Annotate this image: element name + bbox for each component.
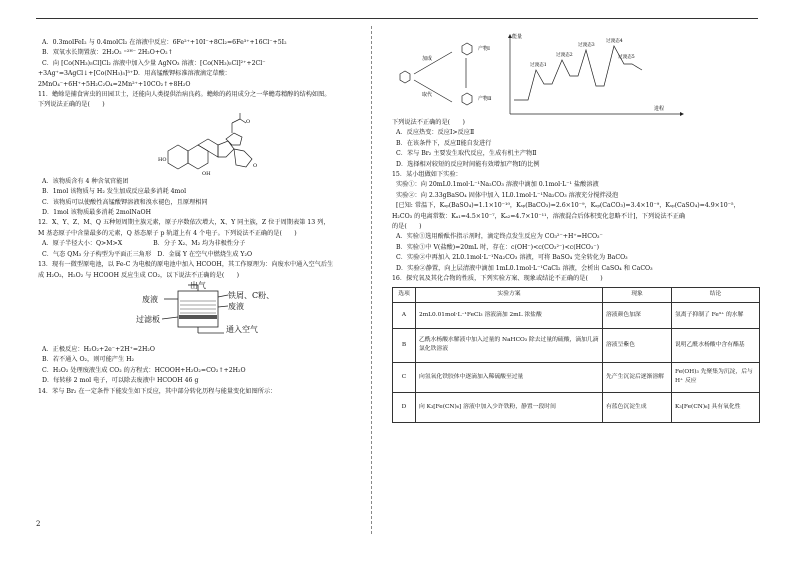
q15-exp-2: 实验②：向 2.33gBaSO₄ 固体中加入 1L0.1mol·L⁻¹Na₂CO₃ 溶液充分搅拌浸泡 xyxy=(396,191,619,199)
label-filter: 过滤板 xyxy=(136,314,160,324)
row-conclusion: 说明乙酰水杨酸中含有酯基 xyxy=(672,328,760,362)
q13-stem: 13．现有一微型原电池，以 Fe-C 为电极的原电池中加入 HCOOH，其工作原理为：向废水中通入空气后生 xyxy=(38,261,334,269)
q12-options-ab: A．原子半径大小：Q>M>X B．分子 X₂、M₂ 均为非极性分子 xyxy=(42,240,246,248)
q13-option-d: D．每转移 2 mol 电子，可以除去废液中 HCOOH 46 g xyxy=(42,377,199,385)
q16-stem: 16．探究氧及其化合物的性质，下列实验方案、现象或结论不正确的是( ) xyxy=(392,275,603,283)
right-column xyxy=(392,30,762,423)
label-progress: 进程 xyxy=(654,106,665,112)
q16-table-header xyxy=(393,287,760,302)
header-option: 选项 xyxy=(393,287,416,302)
page-number: 2 xyxy=(36,520,41,528)
row-phenomenon: 先产生沉淀后逐渐溶解 xyxy=(603,362,672,392)
q13-option-a: A．正极反应：H₂O₂+2e⁻+2H⁺=2H₂O xyxy=(42,345,155,353)
q13-option-b: B．若不通入 O₂，则可能产生 H₂ xyxy=(42,356,134,364)
svg-text:HO: HO xyxy=(158,156,167,163)
header-phenomenon: 现象 xyxy=(603,287,672,302)
header-conclusion: 结论 xyxy=(672,287,760,302)
left-column xyxy=(38,38,360,397)
label-product-2: 产物Ⅱ xyxy=(478,96,492,102)
label-gas-out: 出气 xyxy=(190,280,206,290)
q13-option-c: C．H₂O₂ 处理废液生成 CO₂ 的方程式：HCOOH+H₂O₂=CO₂↑+2H₂O xyxy=(42,366,246,374)
q11-option-a: A．该物质含有 4 种含氧官能团 xyxy=(42,177,129,185)
q15-option-a: A．实验①选用酚酞作指示剂时，滴定终点发生反应为 CO₃²⁻+H⁺=HCO₃⁻ xyxy=(396,233,603,241)
q10-option-b: B．双氧水长期置放：2H₂O₂ ⁼²ᴴ⁻ 2H₂O+O₂↑ xyxy=(42,49,173,57)
q12-stem: 12．X、Y、Z、M、Q 五种短周期主族元素，原子序数依次增大，X、Y 同主族，Z 位于周期表第 13 列， xyxy=(38,219,330,227)
q14-option-a: A．反应热变：反应Ⅰ>反应Ⅱ xyxy=(396,129,475,137)
q14-figure xyxy=(392,30,762,118)
table-row xyxy=(393,328,760,362)
row-conclusion: K₃[Fe(CN)₆] 具有氧化性 xyxy=(672,392,760,422)
q15-stem: 15．某小组做如下实验： xyxy=(392,171,462,179)
q11-option-c: C．该物质可以使酸性高锰酸钾溶液和溴水褪色，且原理相同 xyxy=(42,198,208,206)
q12-stem-2: M 基态原子中含量最多的元素，Q 基态原子 p 轨道上有 4 个电子。下列说法不正确的是( ) xyxy=(38,229,297,237)
q14-option-d: D．选择相对较短的反应时间能有效增加产物Ⅰ的比例 xyxy=(396,160,540,168)
q16-table xyxy=(392,287,760,423)
q15-given-2: H₂CO₃ 的电离常数：Kₐ₁=4.5×10⁻⁷，Kₐ₂=4.7×10⁻¹¹，溶液混合后体积变化忽略不计]，下列说法不正确 xyxy=(392,212,686,220)
label-ts-2: 过渡态2 xyxy=(556,53,573,58)
label-ts-5: 过渡态5 xyxy=(618,55,635,60)
reaction-energy-diagram xyxy=(392,30,762,118)
row-option: B xyxy=(393,328,416,362)
q15-option-b: B．实验①中 V(盐酸)=20mL 时，存在：c(OH⁻)<c(CO₃²⁻)<c(HCO₃⁻) xyxy=(396,243,600,251)
q15-option-c: C．实验②中再加入 2L0.1mol·L⁻¹Na₂CO₃ 溶液，可将 BaSO₄ 完全转化为 BaCO₃ xyxy=(396,254,628,262)
label-substitution: 取代 xyxy=(422,92,433,98)
q14-option-b: B．在该条件下，反应Ⅱ能自发进行 xyxy=(396,139,492,147)
row-option: D xyxy=(393,392,416,422)
q14-option-c: C．苯与 Br₂ 主要发生取代反应，生成有机主产物Ⅱ xyxy=(396,150,537,158)
q15-given: [已知: 常温下，Kₛₚ(BaSO₄)=1.1×10⁻¹⁰，Kₛₚ(BaCO₃)=2.6×10⁻⁹，Kₛₚ(CaCO₃)=3.4×10⁻⁹，Kₛₚ(CaSO₄)=4.9×10⁻⁵， xyxy=(396,202,740,210)
q13-cell-figure xyxy=(38,281,360,345)
q12-options-cd: C．气态 QM₃ 分子构型为平面正三角形 D．金属 Y 在空气中燃烧生成 Y₂O xyxy=(42,250,253,258)
table-row xyxy=(393,302,760,328)
q15-given-3: 的是( ) xyxy=(392,223,422,231)
header-scheme: 实验方案 xyxy=(416,287,603,302)
row-phenomenon: 溶液呈紫色 xyxy=(603,328,672,362)
q15-exp-1: 实验①：向 20mL0.1mol·L⁻¹Na₂CO₃ 溶液中滴加 0.1mol·L⁻¹ 盐酸溶液 xyxy=(396,181,599,189)
q10-option-c: C．向 [Co(NH₃)₅Cl]Cl₂ 溶液中加入少量 AgNO₃ 溶液：[Co(NH₃)₅Cl]²⁺+2Cl⁻ xyxy=(42,59,266,67)
q10-option-c-cont: +3Ag⁺=3AgCl↓+[Co(NH₃)₅]³⁺D．用高锰酸钾标准溶液滴定草酸： xyxy=(38,70,231,78)
label-air: 通入空气 xyxy=(226,324,258,334)
row-option: C xyxy=(393,362,416,392)
steroid-structure-diagram xyxy=(38,111,360,177)
row-option: A xyxy=(393,302,416,328)
svg-text:OH: OH xyxy=(202,170,211,177)
q15-option-d: D．实验②静置，向上层清液中滴加 1mL0.1mol·L⁻¹CaCl₂ 溶液，会析出 CaSO₄ 和 CaCO₃ xyxy=(396,264,653,272)
q14-stem: 14．苯与 Br₂ 在一定条件下能发生如下反应，其中部分转化历程与能量变化如图所示： xyxy=(38,387,277,395)
row-conclusion: 氢离子抑制了 Fe³⁺ 的水解 xyxy=(672,302,760,328)
q10-option-a: A．0.3molFeI₂ 与 0.4molCl₂ 在溶液中反应：6Fe²⁺+10I⁻+8Cl₂=6Fe³⁺+16Cl⁻+5I₂ xyxy=(42,39,287,46)
q11-option-b: B．1mol 该物质与 H₂ 发生加成反应最多消耗 4mol xyxy=(42,188,187,196)
label-product-1: 产物Ⅰ xyxy=(478,46,490,52)
q13-stem-2: 成 H₂O₂，H₂O₂ 与 HCOOH 反应生成 CO₂，以下说法不正确的是( ) xyxy=(38,271,240,279)
row-conclusion: Fe(OH)₃ 先聚集为沉淀，后与 H⁺ 反应 xyxy=(672,362,760,392)
row-phenomenon: 有蓝色沉淀生成 xyxy=(603,392,672,422)
column-divider xyxy=(371,26,372,534)
q11-stem: 11．蟾蜍是捕食害虫的田园卫士，还能向人类提供治病良药。蟾蜍的药用成分之一华蟾毒精醇的结构如图。 xyxy=(38,91,331,99)
label-energy: 能量 xyxy=(512,34,523,40)
q10-option-d-cont: 2MnO₄⁻+6H⁺+5H₂C₂O₄=2Mn²⁺+10CO₂↑+8H₂O xyxy=(38,80,191,88)
row-scheme: 向氢氧化铁胶体中逐滴加入稀硫酸至过量 xyxy=(416,362,603,392)
row-phenomenon: 溶液颜色加深 xyxy=(603,302,672,328)
electrolytic-cell-diagram xyxy=(38,281,360,345)
label-ts-4: 过渡态4 xyxy=(606,39,623,44)
row-scheme: 乙酰水杨酸水解液中加入过量的 NaHCO₃ 除去过量的硫酸，滴加几滴氯化铁溶液 xyxy=(416,328,603,362)
q11-structure-figure xyxy=(38,111,360,177)
label-ts-3: 过渡态3 xyxy=(578,43,595,48)
svg-text:O: O xyxy=(246,118,251,125)
q11-option-d: D．1mol 该物质最多消耗 2molNaOH xyxy=(42,209,151,217)
label-addition: 加成 xyxy=(422,56,433,62)
q14-question: 下列说法不正确的是( ) xyxy=(392,119,465,126)
label-fe-c: 铁屑、C粉、 xyxy=(228,290,275,300)
table-row xyxy=(393,392,760,422)
header-rule xyxy=(36,18,758,19)
label-ts-1: 过渡态1 xyxy=(530,63,547,68)
label-waste: 废液 xyxy=(142,294,158,304)
q11-stem-2: 下列说法正确的是( ) xyxy=(38,101,105,109)
table-row xyxy=(393,362,760,392)
label-waste-2: 废液 xyxy=(228,301,244,311)
row-scheme: 向 K₃[Fe(CN)₆] 溶液中加入少许铁粉，静置一段时间 xyxy=(416,392,603,422)
svg-text:O: O xyxy=(253,162,258,169)
row-scheme: 2mL0.01mol·L⁻¹FeCl₃ 溶液滴加 2mL 浓盐酸 xyxy=(416,302,603,328)
